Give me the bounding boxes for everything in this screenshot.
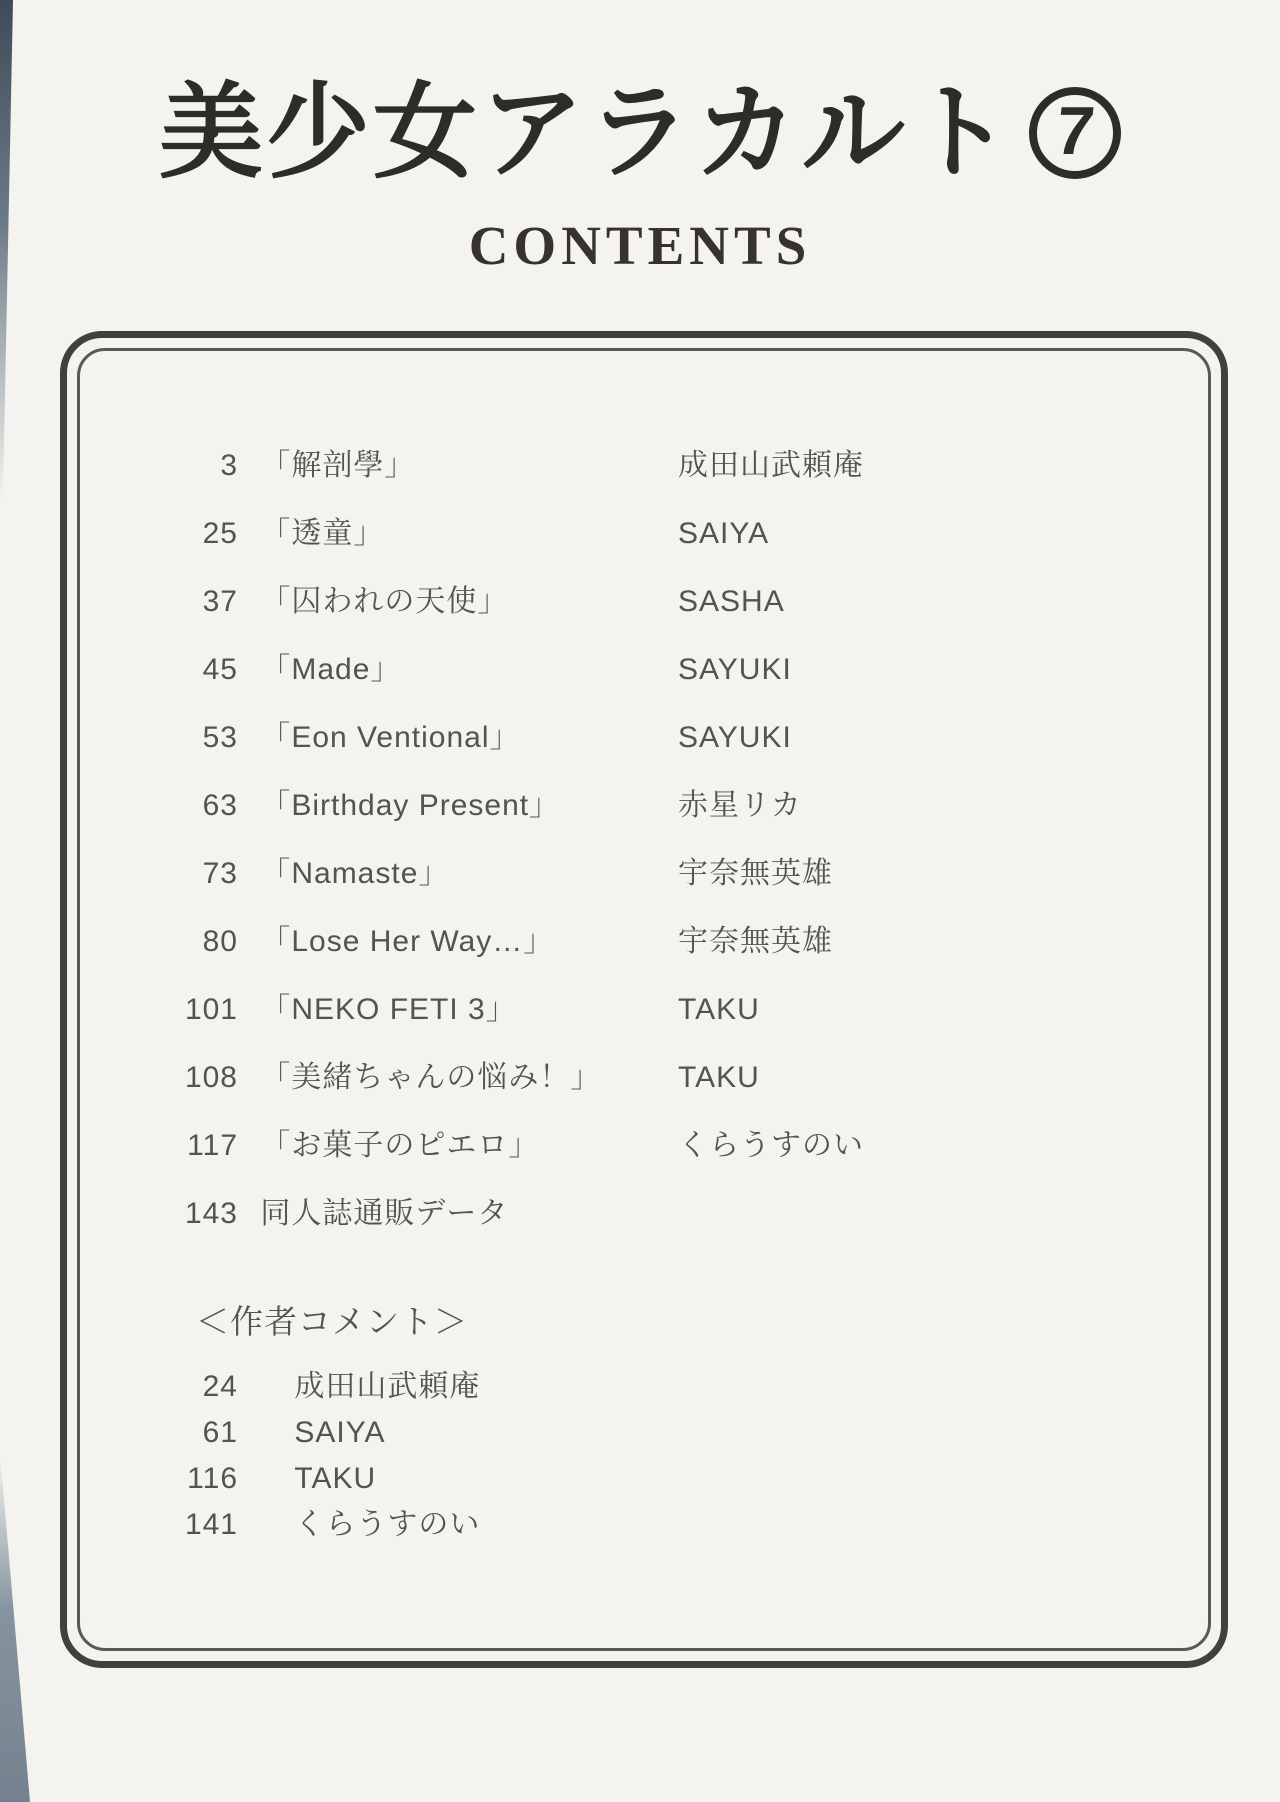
toc-entry-author: くらうすのい xyxy=(678,1129,864,1162)
toc-entry-title: 「お菓子のピエロ」 xyxy=(260,1129,540,1162)
toc-row xyxy=(150,500,1170,568)
toc-entry-title: 「透童」 xyxy=(260,517,385,550)
toc-page-number: 45 xyxy=(202,653,238,686)
toc-entry-author: 成田山武頼庵 xyxy=(678,449,864,482)
page-edge-shadow-bottom xyxy=(0,1452,30,1802)
comment-page-number: 141 xyxy=(184,1508,238,1541)
toc-row xyxy=(150,772,1170,840)
toc-row xyxy=(150,1112,1170,1180)
toc-entry-author: SAYUKI xyxy=(678,653,792,686)
toc-entry-title: 「Birthday Present」 xyxy=(260,789,561,822)
toc-entry-title: 「Lose Her Way…」 xyxy=(260,925,555,958)
toc-page-number: 37 xyxy=(202,585,238,618)
comment-page-number: 24 xyxy=(202,1370,238,1403)
toc-entry-author: TAKU xyxy=(678,1061,760,1094)
toc-entry-author: 宇奈無英雄 xyxy=(678,925,833,958)
toc-page-number: 143 xyxy=(184,1197,238,1230)
toc-entry-title: 「Made」 xyxy=(260,653,402,686)
toc-page-number: 117 xyxy=(187,1129,238,1162)
toc-row xyxy=(150,704,1170,772)
comment-author-name: TAKU xyxy=(294,1462,377,1495)
toc-entry-title: 「NEKO FETI 3」 xyxy=(260,993,517,1026)
toc-row xyxy=(150,908,1170,976)
toc-entry-title: 「美緒ちゃんの悩み！」 xyxy=(260,1061,602,1094)
volume-badge-circle xyxy=(1029,87,1121,179)
comment-author-name: くらうすのい xyxy=(294,1508,481,1541)
toc-entry-author: SAIYA xyxy=(678,517,770,550)
toc-entry-author: SASHA xyxy=(678,585,785,618)
toc-entry-author: 赤星リカ xyxy=(678,789,802,822)
comment-row xyxy=(150,1502,480,1548)
toc-entry-title: 同人誌通販データ xyxy=(260,1197,509,1230)
toc-page-number: 101 xyxy=(184,993,238,1026)
toc-page-number: 63 xyxy=(202,789,238,822)
toc-list xyxy=(150,432,1170,1248)
toc-page-number: 73 xyxy=(202,857,238,890)
toc-row xyxy=(150,1180,1170,1248)
comment-row xyxy=(150,1364,480,1410)
toc-row xyxy=(150,636,1170,704)
toc-entry-author: 宇奈無英雄 xyxy=(678,857,833,890)
comment-author-name: 成田山武頼庵 xyxy=(294,1370,481,1403)
comment-row xyxy=(150,1410,480,1456)
toc-row xyxy=(150,1044,1170,1112)
toc-page-number: 53 xyxy=(202,721,238,754)
toc-entry-title: 「Eon Ventional」 xyxy=(260,721,521,754)
toc-entry-author: TAKU xyxy=(678,993,760,1026)
comment-author-name: SAIYA xyxy=(294,1416,386,1449)
toc-page-number: 25 xyxy=(202,517,238,550)
toc-row xyxy=(150,976,1170,1044)
comment-row xyxy=(150,1456,480,1502)
toc-page-number: 108 xyxy=(184,1061,238,1094)
comment-page-number: 116 xyxy=(187,1462,238,1495)
toc-row xyxy=(150,432,1170,500)
contents-heading: CONTENTS xyxy=(468,215,812,276)
toc-row xyxy=(150,568,1170,636)
volume-number: 7 xyxy=(1052,93,1099,170)
toc-entry-author: SAYUKI xyxy=(678,721,792,754)
toc-row xyxy=(150,840,1170,908)
toc-page-number: 3 xyxy=(220,449,238,482)
toc-entry-title: 「囚われの天使」 xyxy=(260,585,509,618)
toc-entry-title: 「Namaste」 xyxy=(260,857,450,890)
toc-page-number: 80 xyxy=(202,925,238,958)
comments-section-header: ＜作者コメント＞ xyxy=(196,1303,468,1340)
comments-list xyxy=(150,1364,480,1548)
toc-entry-title: 「解剖學」 xyxy=(260,449,416,482)
comment-page-number: 61 xyxy=(202,1416,238,1449)
header xyxy=(0,76,1280,190)
page-title: 美少女アラカルト xyxy=(158,75,1015,191)
